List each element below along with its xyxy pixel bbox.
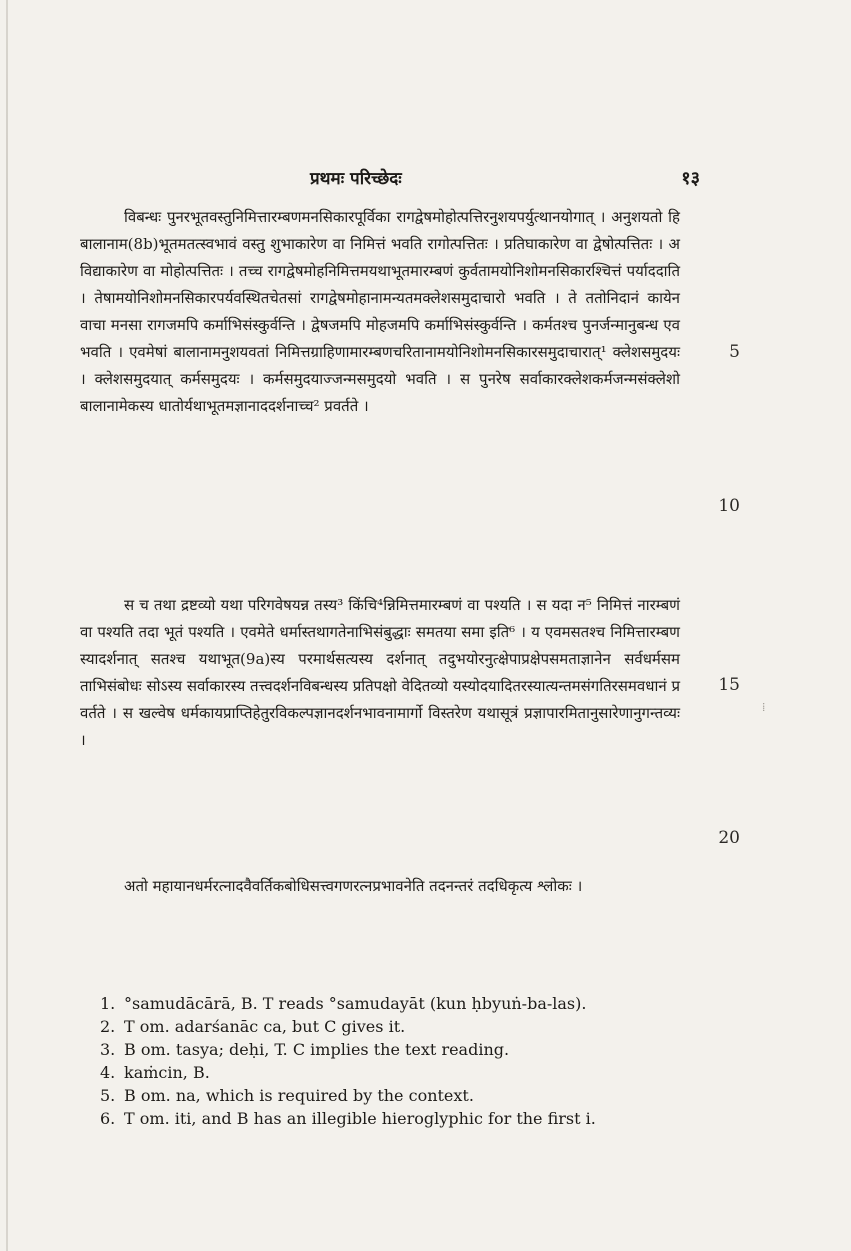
paragraph-text: अतो महायानधर्मरत्नादवैवर्तिकबोधिसत्त्वगणरत्नप्रभावनेति तदनन्तरं तदधिकृत्य श्लोकः ।: [124, 877, 583, 895]
footnote-text: T om. iti, and B has an illegible hieroglyphic for the first i.: [124, 1109, 596, 1128]
footnote-text: kaṁcin, B.: [124, 1063, 210, 1082]
chapter-title: प्रथमः परिच्छेदः: [310, 169, 402, 189]
footnote: [100, 1107, 680, 1130]
line-number-15: 15: [718, 675, 740, 695]
footnote-text: °samudācārā, B. T reads °samudayāt (kun ḥbyuṅ-ba-las).: [124, 994, 587, 1013]
line-number-20: 20: [718, 828, 740, 848]
paragraph-3: [80, 873, 680, 900]
footnote-number: 6.: [100, 1109, 116, 1128]
footnote-text: B om. tasya; deḥi, T. C implies the text reading.: [124, 1040, 510, 1059]
margin-mark-icon: ⁞: [762, 700, 766, 714]
paragraph-text: विबन्धः पुनरभूतवस्तुनिमित्तारम्बणमनसिकारपूर्विका रागद्वेषमोहोत्पत्तिरनुशयपर्युत्थानयोगात् । अनुशयतो हि बालानाम(8b)भूतमतत्स्वभावं वस्तु शुभाकारेण वा निमित्तं भवति रागोत्पत्तितः । प्रतिघाकारेण वा द्वेषोत्पत्तितः । अविद्याकारेण वा मोहोत्पत्तितः । तच्च रागद्वेषमोहनिमित्तमयथाभूतमारम्बणं कुर्वतामयोनिशोमनसिकारश्चित्तं पर्याददाति । तेषामयोनिशोमनसिकारपर्यवस्थितचेतसां रागद्वेषमोहानामन्यतमक्लेशसमुदाचारो भवति । ते ततोनिदानं कायेन वाचा मनसा रागजमपि कर्माभिसंस्कुर्वन्ति । द्वेषजमपि मोहजमपि कर्माभिसंस्कुर्वन्ति । कर्मतश्च पुनर्जन्मानुबन्ध एव भवति । एवमेषां बालानामनुशयवतां निमित्तग्राहिणामारम्बणचरितानामयोनिशोमनसिकारसमुदाचारात्¹ क्लेशसमुदयः । क्लेशसमुदयात् कर्मसमुदयः । कर्मसमुदयाज्जन्मसमुदयो भवति । स पुनरेष सर्वाकारक्लेशकर्मजन्मसंक्लेशो बालानामेकस्य धातोर्यथाभूतमज्ञानाददर्शनाच्च² प्रवर्तते ।: [80, 208, 680, 415]
footnote-text: B om. na, which is required by the context.: [124, 1086, 474, 1105]
footnote-number: 4.: [100, 1063, 116, 1082]
footnote-number: 3.: [100, 1040, 116, 1059]
footnote-text: T om. adarśanāc ca, but C gives it.: [124, 1017, 406, 1036]
footnote: [100, 1015, 680, 1038]
line-number-10: 10: [718, 496, 740, 516]
paragraph-2: [80, 592, 680, 754]
footnote: [100, 1038, 680, 1061]
page-number: १३: [681, 168, 700, 189]
footnote-number: 5.: [100, 1086, 116, 1105]
footnote-number: 2.: [100, 1017, 116, 1036]
page-edge: [6, 0, 8, 1251]
footnotes: [100, 992, 680, 1130]
footnote: [100, 1084, 680, 1107]
footnote: [100, 1061, 680, 1084]
footnote: [100, 992, 680, 1015]
paragraph-text: स च तथा द्रष्टव्यो यथा परिगवेषयन्न तस्य³ किंचि⁴न्निमित्तमारम्बणं वा पश्यति । स यदा न⁵ निमित्तं नारम्बणं वा पश्यति तदा भूतं पश्यति । एवमेते धर्मास्तथागतेनाभिसंबुद्धाः समतया समा इति⁶ । य एवमसतश्च निमित्तारम्बणस्यादर्शनात् सतश्च यथाभूत(9a)स्य परमार्थसत्यस्य दर्शनात् तदुभयोरनुत्क्षेपाप्रक्षेपसमताज्ञानेन सर्वधर्मसमताभिसंबोधः सोऽस्य सर्वाकारस्य तत्त्वदर्शनविबन्धस्य प्रतिपक्षो वेदितव्यो यस्योदयादितरस्यात्यन्तमसंगतिरसमवधानं प्रवर्तते । स खल्वेष धर्मकायप्राप्तिहेतुरविकल्पज्ञानदर्शनभावनामार्गो विस्तरेण यथासूत्रं प्रज्ञापारमितानुसारेणानुगन्तव्यः ।: [80, 596, 680, 749]
footnote-number: 1.: [100, 994, 116, 1013]
running-header: [100, 160, 700, 196]
paragraph-1: [80, 204, 680, 420]
line-number-5: 5: [729, 342, 740, 362]
